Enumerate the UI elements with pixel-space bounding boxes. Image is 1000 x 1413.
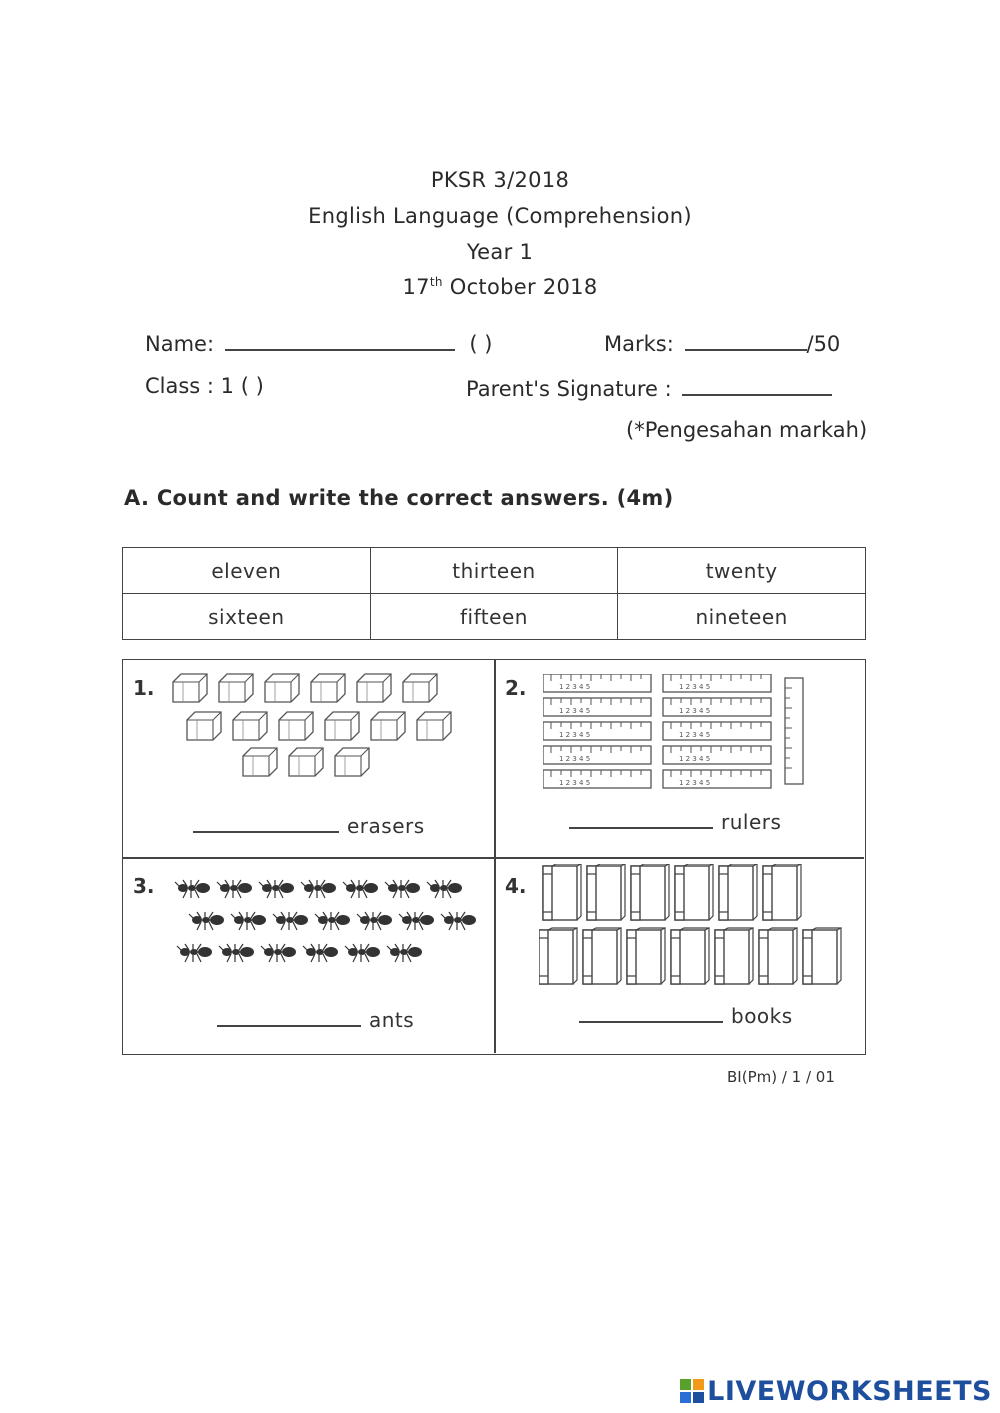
subject-title: English Language (Comprehension) <box>308 204 692 228</box>
word-bank-cell: nineteen <box>618 594 866 640</box>
brand-name: LIVEWORKSHEETS <box>707 1376 992 1407</box>
parent-signature-field <box>466 374 832 401</box>
question-4 <box>495 858 865 1053</box>
exam-date <box>0 275 1000 299</box>
word-bank-row <box>123 594 866 640</box>
name-label: Name: <box>145 332 215 356</box>
answer-blank[interactable] <box>193 831 339 833</box>
liveworksheets-brand <box>680 1376 992 1407</box>
question-3 <box>123 858 494 1053</box>
name-field <box>145 329 492 356</box>
exam-code: PKSR 3/2018 <box>430 168 570 192</box>
marks-input-line[interactable] <box>685 329 807 351</box>
question-number: 4. <box>505 874 527 898</box>
year-label: Year 1 <box>466 240 534 264</box>
pengesahan-note: (*Pengesahan markah) <box>626 418 868 442</box>
eraser-icon <box>167 668 467 788</box>
section-a-title: A. Count and write the correct answers. (4m) <box>124 486 674 510</box>
ant-icon <box>171 876 481 976</box>
marks-total: /50 <box>806 332 841 356</box>
answer-blank[interactable] <box>217 1025 361 1027</box>
parent-signature-line[interactable] <box>682 374 832 396</box>
date-rest: October 2018 <box>449 275 598 299</box>
answer-noun: books <box>731 1004 793 1028</box>
answer-blank[interactable] <box>579 1021 723 1023</box>
name-input-line[interactable] <box>225 329 455 351</box>
word-bank-cell: twenty <box>618 548 866 594</box>
question-number: 2. <box>505 676 527 700</box>
answer-line-erasers <box>193 814 425 838</box>
marks-field <box>604 329 840 356</box>
word-bank-cell: sixteen <box>123 594 371 640</box>
liveworksheets-logo-icon <box>680 1379 704 1403</box>
question-2 <box>495 660 865 857</box>
word-bank-cell: eleven <box>123 548 371 594</box>
book-icon <box>539 864 849 990</box>
question-number: 1. <box>133 676 155 700</box>
question-1 <box>123 660 494 857</box>
date-day: 17 <box>402 275 430 299</box>
parent-signature-label: Parent's Signature : <box>466 377 672 401</box>
answer-line-rulers <box>569 810 781 834</box>
word-bank-row <box>123 548 866 594</box>
word-bank-table <box>122 547 866 640</box>
answer-line-ants <box>217 1008 414 1032</box>
question-number: 3. <box>133 874 155 898</box>
word-bank-cell: thirteen <box>370 548 618 594</box>
answer-blank[interactable] <box>569 827 713 829</box>
page-reference: BI(Pm) / 1 / 01 <box>727 1068 835 1086</box>
ruler-icon <box>543 674 843 794</box>
answer-noun: ants <box>369 1008 415 1032</box>
question-grid <box>122 659 866 1055</box>
date-suffix: th <box>429 275 443 289</box>
answer-noun: erasers <box>347 814 425 838</box>
index-number-paren: ( ) <box>469 332 493 356</box>
answer-noun: rulers <box>721 810 782 834</box>
word-bank-cell: fifteen <box>370 594 618 640</box>
class-field: Class : 1 ( ) <box>145 374 264 398</box>
marks-label: Marks: <box>604 332 674 356</box>
answer-line-books <box>579 1004 793 1028</box>
